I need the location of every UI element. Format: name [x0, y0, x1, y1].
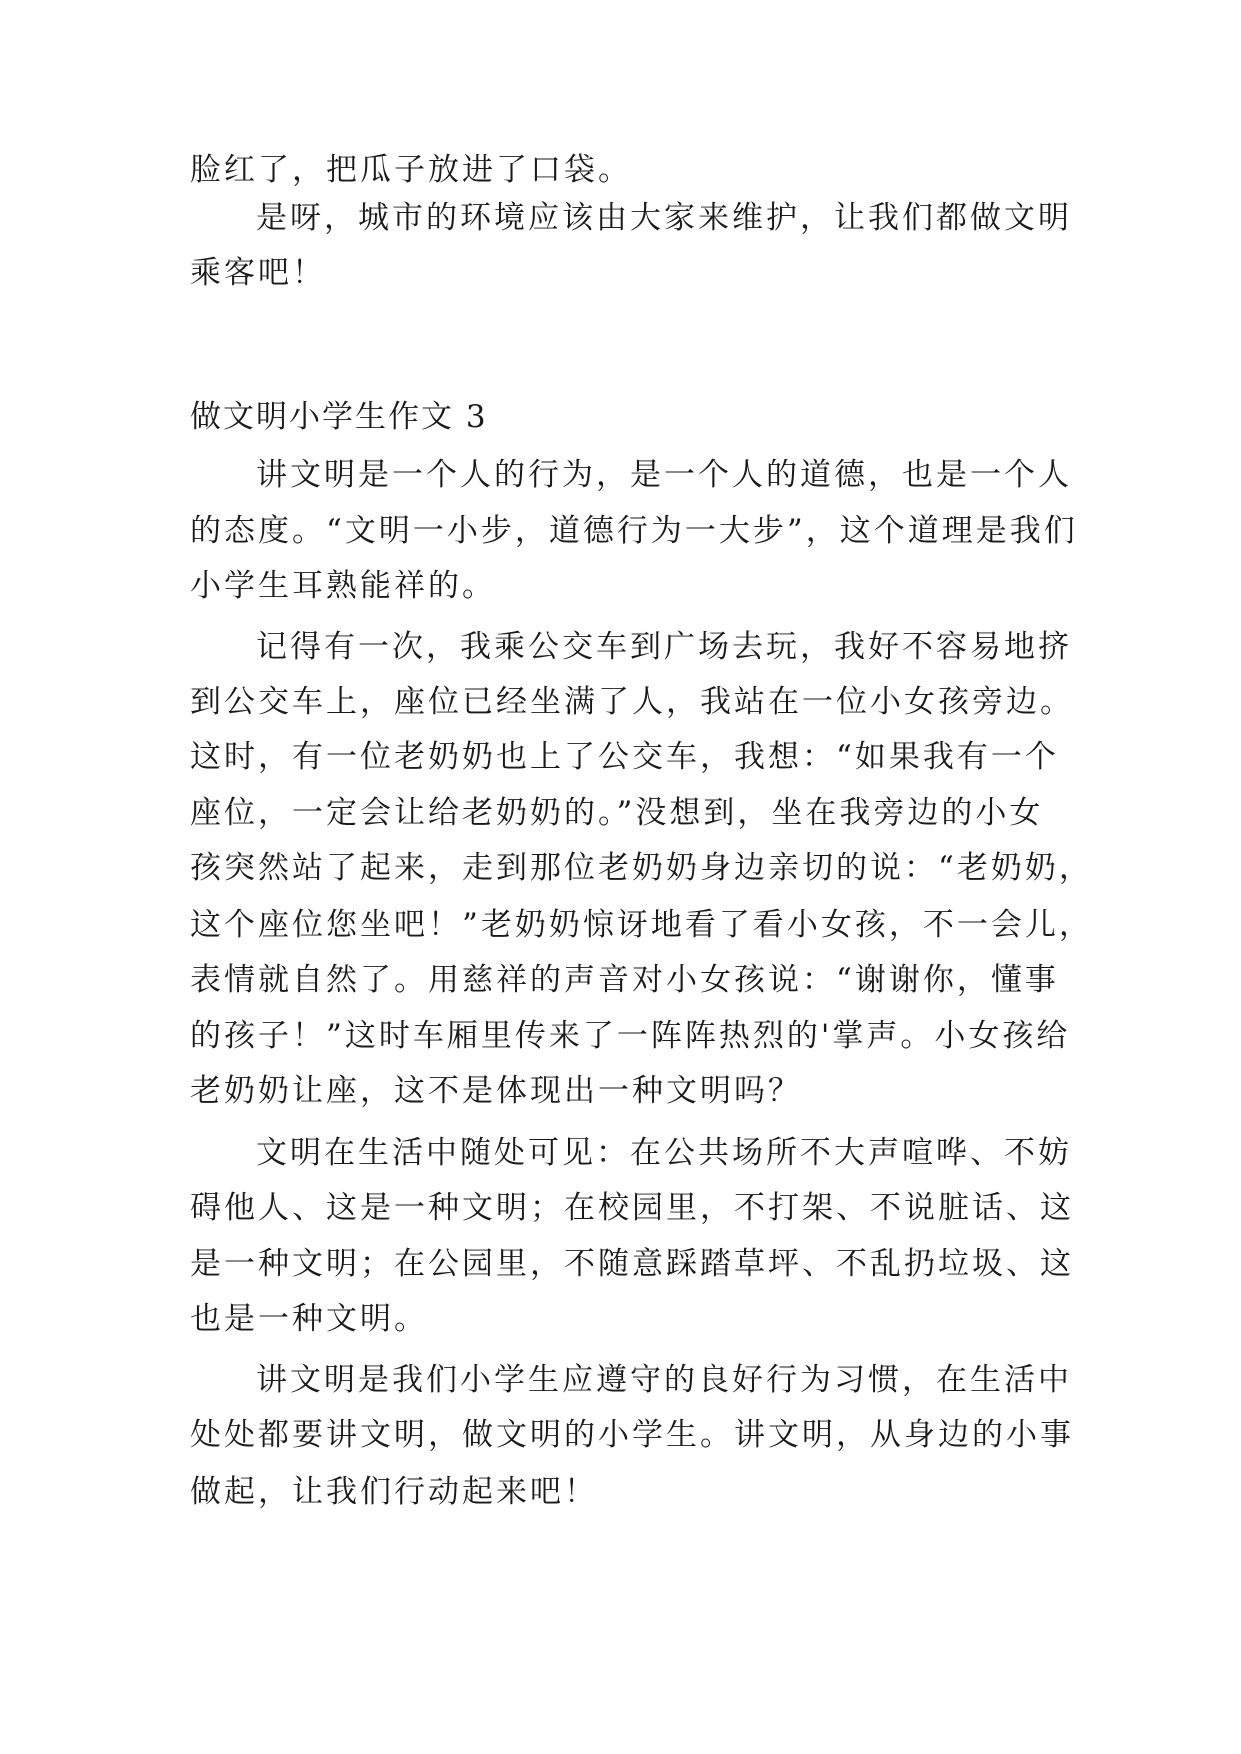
text-line: 是呀，城市的环境应该由大家来维护，让我们都做文明 [256, 200, 1072, 236]
text-line: 座位，一定会让给老奶奶的。”没想到，坐在我旁边的小女 [190, 795, 1044, 831]
text-line: 表情就自然了。用慈祥的声音对小女孩说：“谢谢你，懂事 [190, 962, 1059, 998]
text-line: 记得有一次，我乘公交车到广场去玩，我好不容易地挤 [256, 629, 1072, 665]
text-line: 小学生耳熟能祥的。 [190, 568, 496, 604]
text-line: 碍他人、这是一种文明；在校园里，不打架、不说脏话、这 [190, 1190, 1074, 1226]
text-line: 孩突然站了起来，走到那位老奶奶身边亲切的说：“老奶奶， [190, 850, 1093, 886]
text-line: 老奶奶让座，这不是体现出一种文明吗？ [190, 1073, 802, 1109]
section-heading: 做文明小学生作文 3 [190, 399, 488, 435]
text-line: 的孩子！”这时车厢里传来了一阵阵热烈的'掌声。小女孩给 [190, 1018, 1071, 1054]
text-line: 讲文明是我们小学生应遵守的良好行为习惯，在生活中 [256, 1362, 1072, 1398]
text-line: 做起，让我们行动起来吧！ [190, 1474, 598, 1510]
text-line: 讲文明是一个人的行为，是一个人的道德，也是一个人 [256, 457, 1072, 493]
text-line: 这时，有一位老奶奶也上了公交车，我想：“如果我有一个 [190, 739, 1059, 775]
text-line: 处处都要讲文明，做文明的小学生。讲文明，从身边的小事 [190, 1417, 1074, 1453]
text-line: 脸红了，把瓜子放进了口袋。 [190, 152, 632, 188]
text-line: 的态度。“文明一小步，道德行为一大步”，这个道理是我们 [190, 513, 1078, 549]
text-line: 这个座位您坐吧！”老奶奶惊讶地看了看小女孩，不一会儿， [190, 907, 1093, 943]
text-line: 乘客吧！ [190, 255, 326, 291]
text-line: 也是一种文明。 [190, 1301, 428, 1337]
text-line: 文明在生活中随处可见：在公共场所不大声喧哗、不妨 [256, 1135, 1072, 1171]
text-line: 到公交车上，座位已经坐满了人，我站在一位小女孩旁边。 [190, 684, 1074, 720]
text-line: 是一种文明；在公园里，不随意踩踏草坪、不乱扔垃圾、这 [190, 1246, 1074, 1282]
